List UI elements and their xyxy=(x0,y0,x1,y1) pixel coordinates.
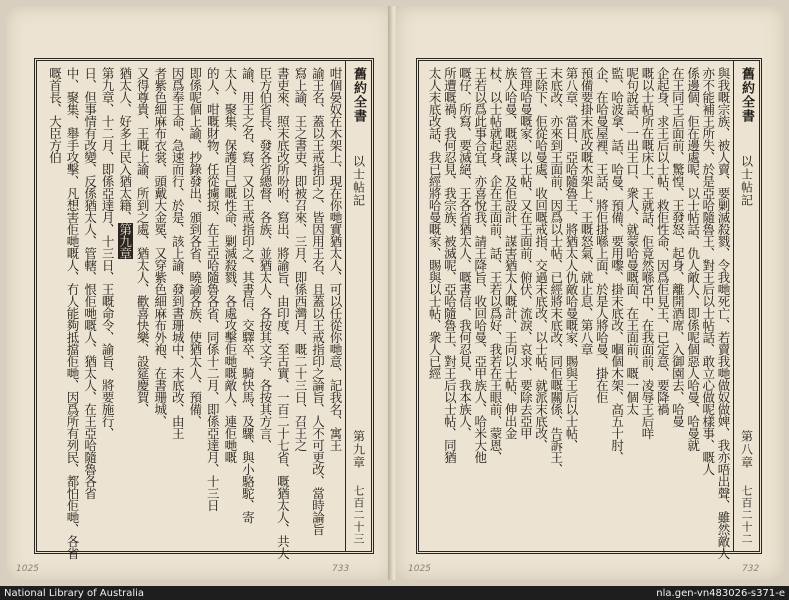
book-title: 舊約全書 xyxy=(351,67,366,123)
text-column: 亦不能補王所失、於是亞哈隨魯王、對王后以士帖話、敢立心做呢樣事、嘅人 xyxy=(700,67,716,475)
library-footer xyxy=(0,586,789,600)
right-page xyxy=(396,6,784,580)
text-column: 諭、用王之名、寫、又以王戒指印之、其書信、交驛卒、騎快馬、及騾、與小駱駝、寄 xyxy=(240,67,256,523)
text-column: 中、聚集、舉手攻擊、凡想害佢哋嘅人、冇人能夠抵擋佢哋、因爲所有列民、都怕佢哋、各省 xyxy=(65,67,81,559)
chapter-marker: 第九章 xyxy=(117,223,133,259)
header-subtitle: 以士帖記 xyxy=(739,155,754,207)
text-column: 末底改、亦來到王面前、因爲以士帖、已經將末底改、同佢嘅關係、告訴王、 xyxy=(548,67,564,475)
chapter-label: 第九章 xyxy=(351,430,366,469)
right-page-text xyxy=(425,67,731,559)
image-identifier: nla.gen-vn483026-s371-e xyxy=(656,587,785,599)
text-column: 的人、咁嘅財物、任從擄掠、在王亞哈隨魯各省、同係十二月、即係亞達月、十三日 xyxy=(205,67,221,511)
text-column: 即係呢個上諭、抄錄發出、頒到各省、曉諭各族、使猶太人、預備、 xyxy=(187,67,203,427)
text-column: 預備要掛末底改嘅木架上、王嘅怒氣、就止息、第八章 xyxy=(579,67,595,355)
text-column: 在王同王后面前、驚惶、王發怒、起身、離開酒席、入御園去、哈曼 xyxy=(670,67,686,427)
text-column: 王若以爲此事合宜、亦喜悅我、請王降旨、收回哈曼、亞甲族人、哈米大他 xyxy=(472,67,488,463)
text-column: 又得尊貴、王嘅上諭、所到之處、猶太人、歡喜快樂、設筵慶賀、 xyxy=(135,67,151,415)
right-page-header xyxy=(733,61,759,551)
text-column: 寫上諭、王之書吏、即被召來、三月、即係西灣月、嘅二十三日、召王之 xyxy=(292,67,308,451)
header-subtitle: 以士帖記 xyxy=(351,155,366,207)
chapter-label: 第八章 xyxy=(739,430,754,469)
left-page xyxy=(6,6,392,580)
pencil-note: 1025 xyxy=(408,564,431,574)
text-column: 臣方伯省長、發各省總督、各族、並猶太人、各按其文字、各按其方言、 xyxy=(257,67,273,451)
text-column: 係邊個、佢在邊處呢、以士帖話、仇人敵人、即係呢個惡人哈曼、哈曼就 xyxy=(685,67,701,451)
text-column: 太人末底改話、我已經將哈曼嘅家、賜與以士帖、衆人已經 xyxy=(427,67,443,379)
text-column: 嘅以士帖所在嘅床上、王就話、佢竟然喺宮中、在我面前、凌辱王后咩 xyxy=(639,67,655,439)
page-number: 七百二十二 xyxy=(740,485,753,545)
pencil-folio: 732 xyxy=(742,564,760,574)
text-column: 第九章、十二月、即係亞達月、十三日、王嘅命令、諭旨、將要施行、 xyxy=(100,67,116,439)
text-column: 企起身、求王后以士帖、救佢性命、因爲佢見王、已定意、要降禍 xyxy=(655,67,671,415)
text-column: 者紫色細麻布衣裳、頭戴大金冕、又穿紫色細麻布外袍、在書珊城、 xyxy=(152,67,168,427)
book-title: 舊約全書 xyxy=(739,67,754,123)
text-column: 監、哈波拿、話、哈曼、預備、要用嚟、掛末底改、嗰個木架、高五十肘、 xyxy=(609,67,625,463)
text-column: 管理哈曼嘅家、以士帖、又在王面前、俯伏、流淚、哀求、要除去亞甲 xyxy=(518,67,534,439)
text-column: 嘅首長、大臣方伯 xyxy=(47,67,63,163)
text-column: 王除下、佢從哈曼處、收回嘅戒指、交過末底改、以士帖、就派末底改、 xyxy=(533,67,549,451)
text-column: 企、在哈曼屋裡、王話、將佢掛喺上面、於是人將哈曼、掛在佢 xyxy=(594,67,610,403)
text-column: 族人哈曼、嘅惡謀、及佢設計、謀害猶太人嘅計、王向以士帖、伸出金 xyxy=(503,67,519,439)
library-credit: National Library of Australia xyxy=(4,587,145,599)
text-column: 嘅仔、所寫、要滅絕、王各省猶太人、嘅書信、我何忍見、我本族人、 xyxy=(457,67,473,439)
text-column: 所遭嘅禍、我何忍見、我宗族、被滅呢、亞哈隨魯王、對王后以士帖、同猶 xyxy=(442,67,458,463)
pencil-note: 1025 xyxy=(16,564,39,574)
text-column: 第八章、當日、亞哈隨魯王、將猶太人仇敵哈曼嘅家、賜與王后以士帖、 xyxy=(563,67,579,451)
text-column: 猶太人、好多土民入猶太籍、第九章 xyxy=(117,67,133,259)
text-column: 杖、以士帖就起身、企在王面前、話、王若以爲好、我若在王眼前、蒙恩、 xyxy=(487,67,503,463)
left-page-frame xyxy=(34,58,374,559)
page-number: 七百二十三 xyxy=(352,485,365,545)
text-column: 太人、聚集、保護自己嘅性命、剿滅殺戮、各處攻擊佢哋嘅敵人、連佢哋嘅 xyxy=(222,67,238,463)
text-column: 書吏來、照末底改所吩咐、寫出、將諭旨、由印度、至古實、一百二十七省、嘅猶太人、共大 xyxy=(275,67,291,559)
text-column: 因爲奉王命、急速而行、於是、該上諭、發到書珊城中、末底改、由王 xyxy=(170,67,186,439)
text-column: 日、但事情有改變、反係猶太人、管轄、恨佢哋嘅人、猶太人、在王亞哈隨魯各省 xyxy=(82,67,98,499)
text-column: 與我嘅宗族、被人賣、要剿滅殺戮、令我哋死亡、若賣我哋做奴做婢、我亦唔出聲、雖然敵人 xyxy=(716,67,731,559)
text-column: 咁個晏奴在木架上、現在你哋實猶太人、可以任從你哋意、記我名、寓王 xyxy=(328,67,343,451)
pencil-folio: 733 xyxy=(332,564,350,574)
left-page-text xyxy=(43,67,343,559)
text-column: 諭王名、蓋以王戒指印之、皆因用王名、且蓋以王戒指印之論旨、人不可更改、當時論旨 xyxy=(310,67,326,535)
right-page-frame xyxy=(416,58,762,559)
text-column: 呢句說話、一出王口、衆人、就蒙哈曼嘅面、在王面前、嘅一個太 xyxy=(624,67,640,415)
left-page-header xyxy=(345,61,371,551)
